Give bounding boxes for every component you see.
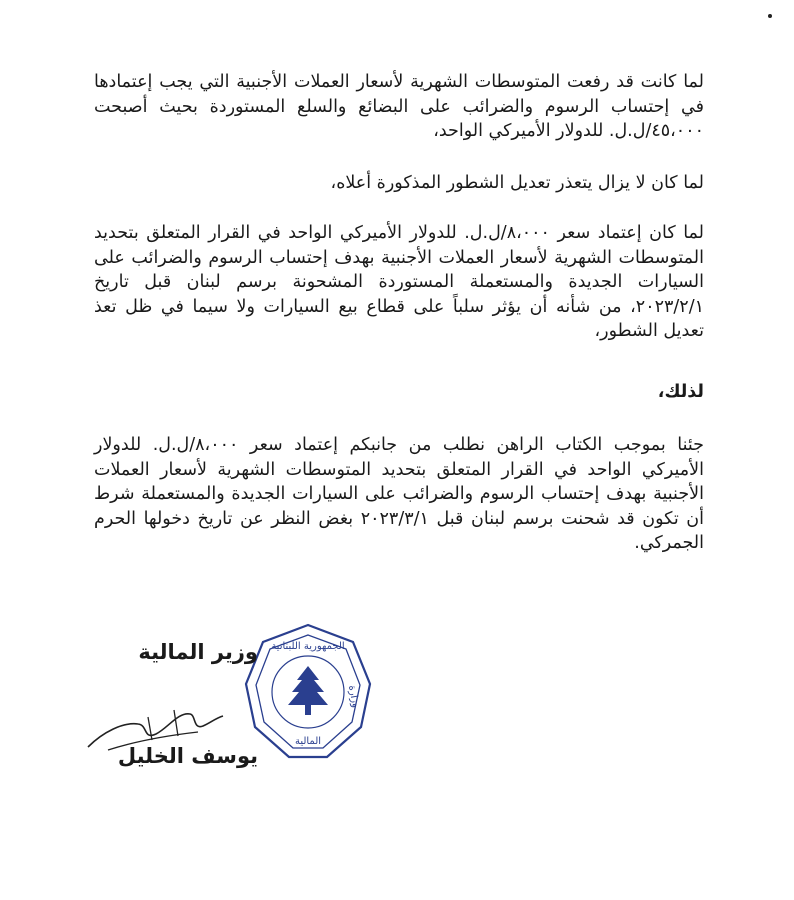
ministry-seal [243, 622, 373, 762]
seal-top-text: الجمهورية اللبنانية [271, 641, 345, 652]
paragraph-therefore: لذلك، [657, 382, 704, 402]
corner-dot [768, 14, 772, 18]
signatory-title: وزير المالية [138, 640, 258, 664]
paragraph-request: جئنا بموجب الكتاب الراهن نطلب من جانبكم إعتماد سعر ٨،٠٠٠/ل.ل. للدولار الأميركي الواحد في القرار المتعلق بتحديد المتوسطات الشهرية لأسعار العملات الأجنبية بهدف إحتساب الرسوم والضرائب على السيارات الجديدة والمستعملة شرط أن تكون قد شحنت برسم لبنان قبل ٢٠٢٣/٣/١ بغض النظر عن تاريخ دخولها الحرم الجمركي. [94, 435, 704, 553]
seal-side-text: وزارة [346, 684, 361, 709]
cedar-tree-icon [288, 666, 328, 715]
signatory-name: يوسف الخليل [117, 744, 258, 768]
paragraph-rate-adoption: لما كان إعتماد سعر ٨،٠٠٠/ل.ل. للدولار الأميركي الواحد في القرار المتعلق بتحديد المتوسطات الشهرية لأسعار العملات الأجنبية بهدف إحتساب الرسوم والضرائب على السيارات الجديدة والمستعملة المستوردة المشحونة برسم لبنان قبل تاريخ ٢٠٢٣/٢/١، من شأنه أن يؤثر سلباً على قطاع بيع السيارات ولا سيما في ظل تعذ تعديل الشطور، [94, 223, 704, 341]
seal-bottom-text: المالية [294, 736, 322, 747]
paragraph-brackets-unchanged: لما كان لا يزال يتعذر تعديل الشطور المذكورة أعلاه، [330, 173, 704, 193]
signature-block [78, 640, 258, 790]
paragraph-rates-raised: لما كانت قد رفعت المتوسطات الشهرية لأسعار العملات الأجنبية التي يجب إعتمادها في إحتساب الرسوم والضرائب على البضائع والسلع المستوردة بحيث أصبحت ٤٥،٠٠٠/ل.ل. للدولار الأميركي الواحد، [94, 72, 704, 141]
